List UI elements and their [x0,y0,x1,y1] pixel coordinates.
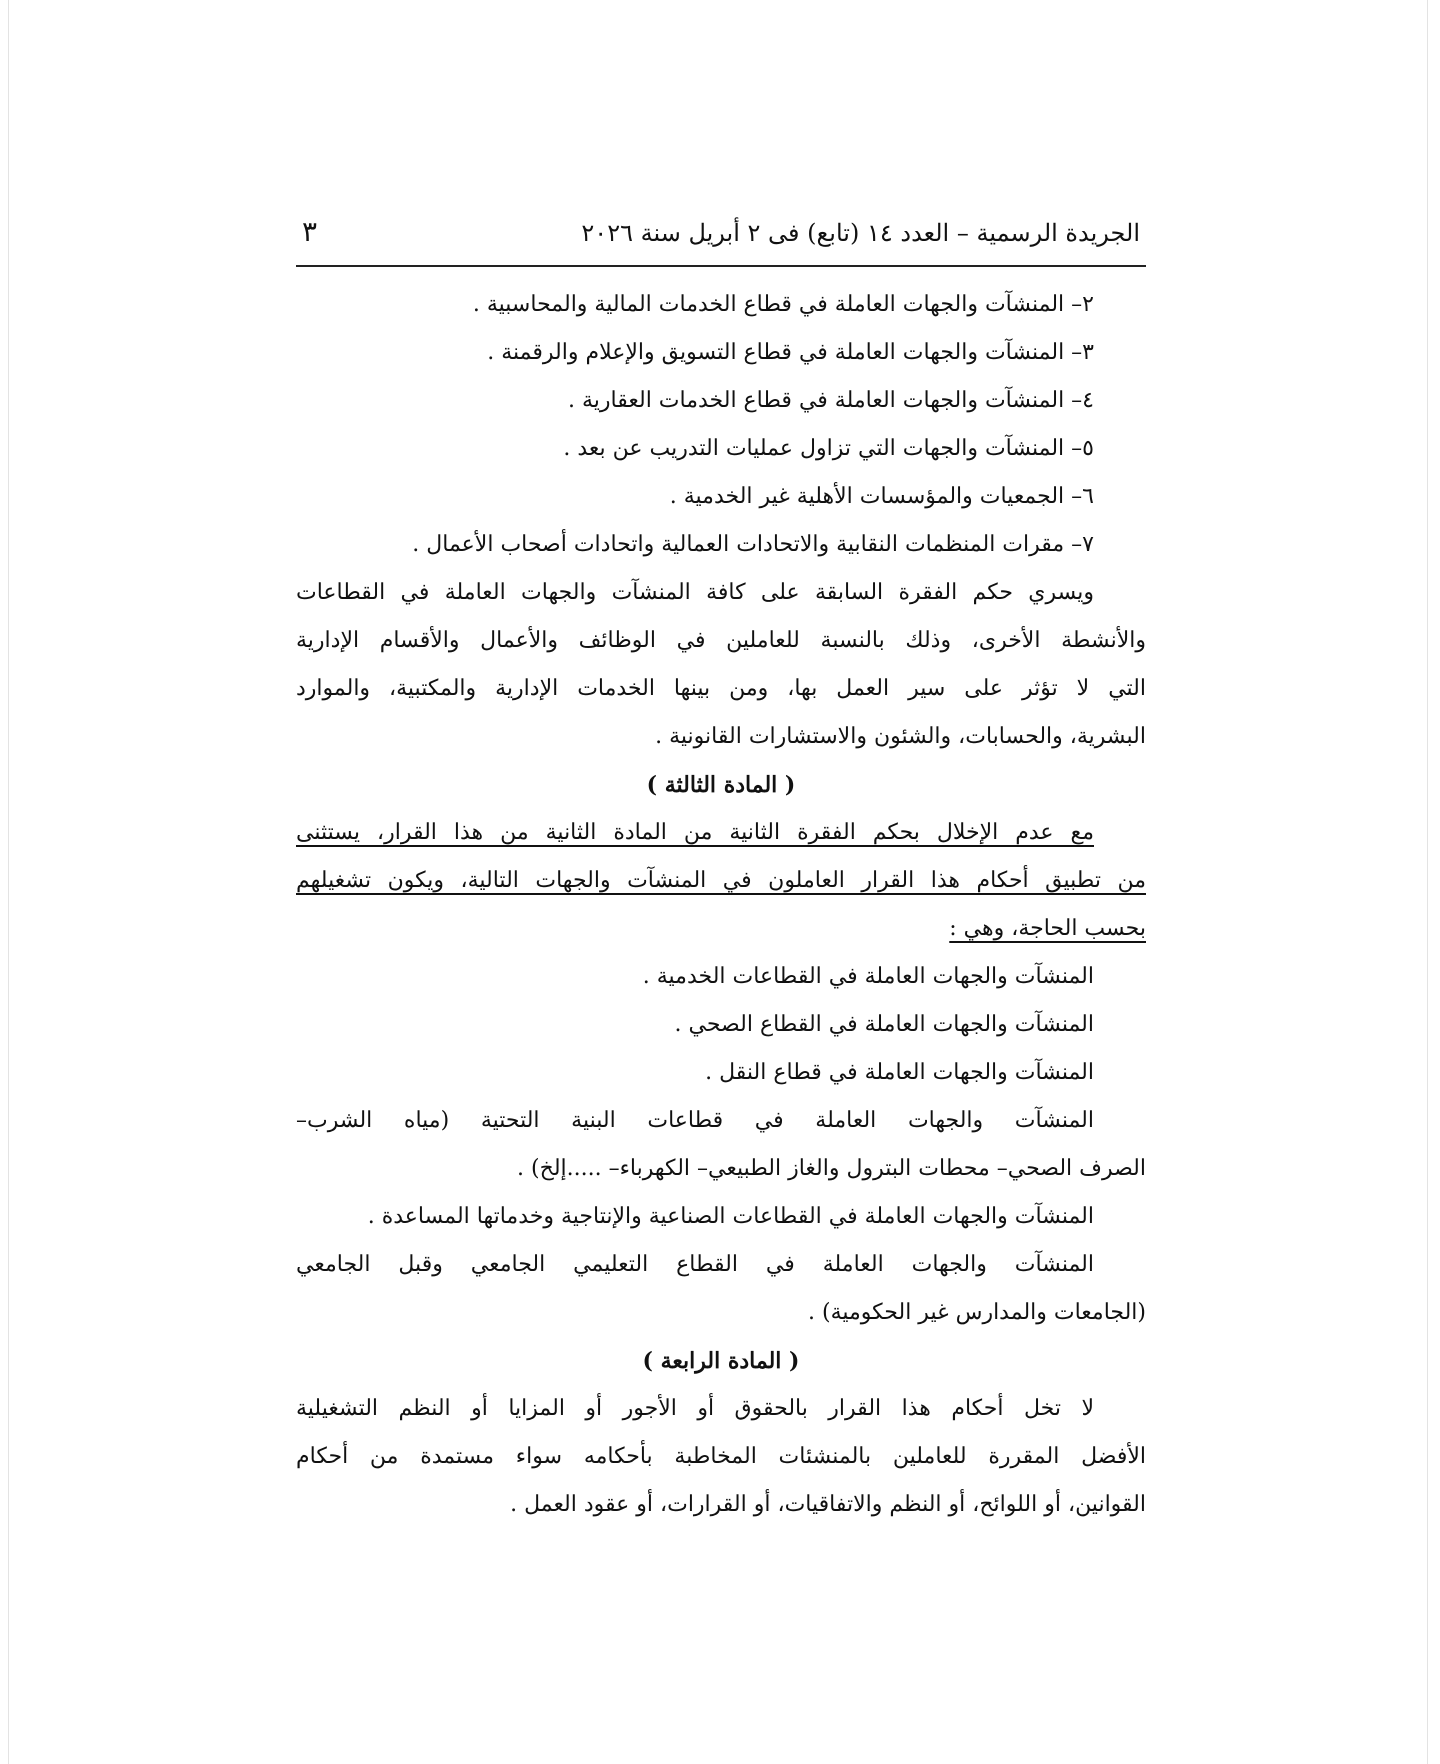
article-4-heading: ( المادة الرابعة ) [642,1348,800,1374]
gazette-page [296,215,1146,1529]
paragraph-line: التي لا تؤثر على سير العمل بها، ومن بينها الخدمات الإدارية والمكتبية، والموارد [296,676,1146,701]
article-4-line: الأفضل المقررة للعاملين بالمنشئات المخاطبة بأحكامه سواء مستمدة من أحكام [296,1444,1146,1469]
article-3-item: المنشآت والجهات العاملة في القطاع التعليمي الجامعي وقبل الجامعي [296,1252,1094,1277]
article-3-intro-line: من تطبيق أحكام هذا القرار العاملون في المنشآت والجهات التالية، ويكون تشغيلهم [296,868,1146,893]
document-body [296,281,1146,1529]
article-3-intro-line: مع عدم الإخلال بحكم الفقرة الثانية من المادة الثانية من هذا القرار، يستثنى [296,820,1094,845]
list-item: ٢– المنشآت والجهات العاملة في قطاع الخدمات المالية والمحاسبية . [472,292,1094,317]
page-header [296,215,1146,267]
paragraph-line: ويسري حكم الفقرة السابقة على كافة المنشآت والجهات العاملة في القطاعات [296,580,1094,605]
article-3-item: المنشآت والجهات العاملة في القطاعات الصناعية والإنتاجية وخدماتها المساعدة . [367,1204,1094,1229]
article-3-item-continuation: الصرف الصحي– محطات البترول والغاز الطبيعي– الكهرباء– .....إلخ) . [517,1156,1146,1181]
list-item: ٧– مقرات المنظمات النقابية والاتحادات العمالية واتحادات أصحاب الأعمال . [412,532,1094,557]
page-number: ٣ [302,215,318,248]
paragraph-line: والأنشطة الأخرى، وذلك بالنسبة للعاملين في الوظائف والأعمال والأقسام الإدارية [296,628,1146,653]
gazette-title: الجريدة الرسمية – العدد ١٤ (تابع) فى ٢ أبريل سنة ٢٠٢٦ [581,219,1140,247]
article-3-intro-line: بحسب الحاجة، وهي : [949,916,1146,941]
article-3-heading: ( المادة الثالثة ) [646,772,796,798]
list-item: ٣– المنشآت والجهات العاملة في قطاع التسويق والإعلام والرقمنة . [487,340,1094,365]
list-item: ٤– المنشآت والجهات العاملة في قطاع الخدمات العقارية . [568,388,1094,413]
article-3-item: المنشآت والجهات العاملة في القطاع الصحي . [674,1012,1094,1037]
article-3-item: المنشآت والجهات العاملة في قطاع النقل . [705,1060,1094,1085]
paragraph-line: البشرية، والحسابات، والشئون والاستشارات القانونية . [655,724,1146,749]
article-3-item: المنشآت والجهات العاملة في القطاعات الخدمية . [642,964,1094,989]
article-4-line: لا تخل أحكام هذا القرار بالحقوق أو الأجور أو المزايا أو النظم التشغيلية [296,1396,1094,1421]
list-item: ٥– المنشآت والجهات التي تزاول عمليات التدريب عن بعد . [563,436,1094,461]
article-4-line: القوانين، أو اللوائح، أو النظم والاتفاقيات، أو القرارات، أو عقود العمل . [510,1492,1146,1517]
list-item: ٦– الجمعيات والمؤسسات الأهلية غير الخدمية . [669,484,1094,509]
article-3-item-continuation: (الجامعات والمدارس غير الحكومية) . [808,1300,1146,1325]
article-3-item: المنشآت والجهات العاملة في قطاعات البنية التحتية (مياه الشرب– [296,1108,1094,1133]
